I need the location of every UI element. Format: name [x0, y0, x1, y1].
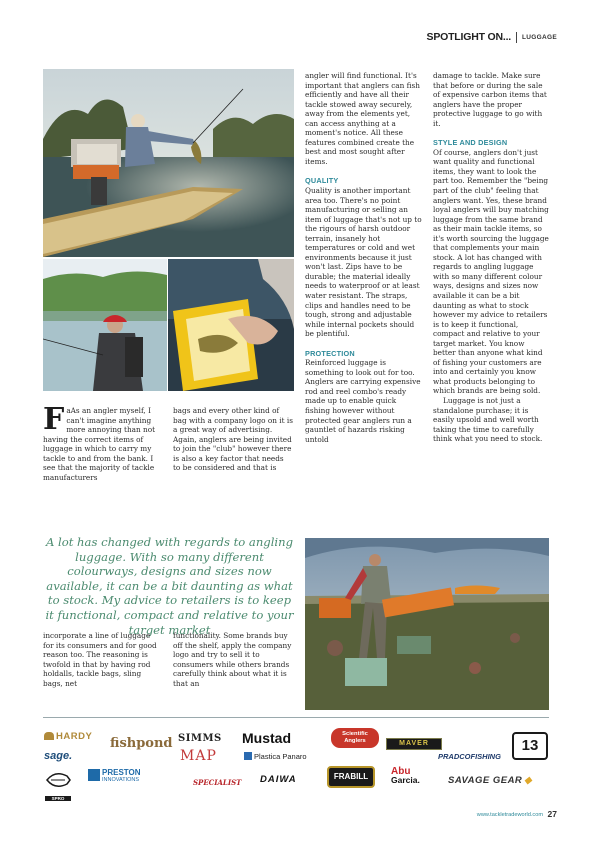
subheading-quality: QUALITY	[305, 176, 339, 186]
logo-sage: sage.	[44, 750, 73, 762]
kayak-angler-photo	[43, 69, 294, 257]
logo-savage-gear: SAVAGE GEAR ◆	[448, 775, 533, 786]
tackle-box-photo	[168, 259, 294, 391]
paragraph: aAs an angler myself, I can't imagine anything more annoying than not having the correct items of luggage in which to carry my tackle to and from the bank. I see that the majority of tackle manufacturers	[43, 406, 156, 482]
paragraph: Reinforced luggage is something to look out for too. Anglers are carrying expensive rod and reel combo's ready made up to enable quick fishing however without protected gear anglers run a gauntlet of hazards risking untold	[305, 358, 421, 444]
text-column-3	[305, 71, 423, 444]
text-column-2-top	[173, 406, 293, 473]
logo-fishpond: fishpond	[110, 736, 173, 751]
plastica-emblem-icon	[244, 752, 252, 760]
logo-13-fishing: 13	[512, 732, 548, 760]
logo-abu-garcia: Abu Garcia.	[391, 766, 420, 785]
drop-cap: F	[43, 402, 65, 437]
logo-mustad: Mustad	[242, 730, 291, 746]
angler-red-cap-photo	[43, 259, 167, 391]
spro-fish-icon	[45, 770, 71, 790]
text-column-2-bottom	[173, 631, 293, 688]
paragraph: Luggage is not just a standalone purchase; it is easily upsold and well worth taking the time to carefully think what you need to stock.	[433, 396, 543, 444]
logo-spro: SPRO	[45, 770, 71, 790]
paragraph: damage to tackle. Make sure that before or during the sale of expensive carbon items that anglers have the proper protective luggage to go with it.	[433, 71, 547, 128]
logo-preston-innovations: PRESTON INNOVATIONS	[88, 769, 141, 787]
footer-rule	[43, 717, 549, 718]
page-number: 27	[547, 809, 557, 819]
footer-url: www.tackletradeworld.com	[476, 812, 543, 818]
savage-gear-emblem-icon: ◆	[524, 775, 533, 786]
section-title: SPOTLIGHT ON...	[426, 31, 512, 43]
logo-pradco-fishing: PRADCOFISHING	[438, 752, 501, 761]
logo-simms: SIMMS	[178, 733, 222, 744]
logo-daiwa: DAIWA	[260, 774, 297, 785]
logo-specialist: SPECIALIST	[193, 778, 242, 787]
text-column-1-bottom	[43, 631, 161, 688]
subheading-protection: PROTECTION	[305, 348, 355, 358]
text-column-4	[433, 71, 549, 444]
paragraph: functionality. Some brands buy off the shelf, apply the company logo and try to sell it to consumers while others brands carefully think about what it is that an	[173, 631, 292, 688]
angler-luggage-photo	[305, 538, 549, 710]
logo-map: MAP	[180, 748, 217, 764]
section-subtitle: LUGGAGE	[522, 33, 557, 41]
logo-scientific-anglers: Scientific Anglers	[331, 728, 379, 748]
preston-emblem-icon	[88, 769, 100, 781]
logo-frabill: FRABILL	[327, 766, 375, 788]
header-divider	[516, 32, 517, 43]
paragraph: angler will find functional. It's important that anglers can fish efficiently and have all their tackle stowed away securely, away from the elements yet, can access anything at a moment's notice. All these features combined create the best and most sought after items.	[305, 71, 420, 166]
subheading-style-and-design: STYLE AND DESIGN	[433, 138, 508, 148]
section-header	[427, 30, 557, 44]
logo-hardy: HARDY	[44, 731, 92, 742]
paragraph: incorporate a line of luggage for its consumers and for good reason too. The reasoning is twofold in that by having rod holdalls, tackle bags, sling bags, net	[43, 631, 157, 688]
logo-plastica-panaro: Plastica Panaro	[244, 752, 307, 761]
pull-quote: A lot has changed with regards to angling luggage. With so many different colourways, designs and sizes now available, it can be a bit daunting as what to stock. My advice to retailers is to keep it functional, compact and relative to your target market	[45, 535, 294, 637]
logo-maver: MAVER	[386, 738, 442, 750]
paragraph: Quality is another important area too. There's no point manufacturing or selling an item of luggage that's not up to the rigours of harsh outdoor terrain, insanely hot temperatures or cold and wet environments because it just won't last. Zips have to be durable; the material ideally needs to waterproof or at least water resistant. The straps, clips and handles need to be tough, strong and adjustable while internal pockets should be plentiful.	[305, 185, 422, 339]
text-column-1-top	[43, 402, 161, 482]
paragraph: Of course, anglers don't just want quality and functional items, they want to look the part too. Remember the "being part of the club" feeling that anglers want. Yes, these brand loyal anglers will buy matching luggage from the same brand as their main tackle items, so it's worth sourcing the luggage that complements your main stock. A lot has changed with regards to angling luggage with so many different colour ways, designs and sizes now available it can be a bit daunting as what to stock however my advice to retailers is to keep it functional, compact and relative to your target market. You know better than anyone what kind of fishing your customers are into and certainly you know what products belonging to which brands are being sold.	[433, 147, 549, 396]
hardy-emblem-icon	[44, 732, 54, 740]
paragraph: bags and every other kind of bag with a company logo on it is a great way of advertising. Again, anglers are being invited to join the "club" however there is also a key factor that needs to be considered and that is	[173, 406, 293, 473]
